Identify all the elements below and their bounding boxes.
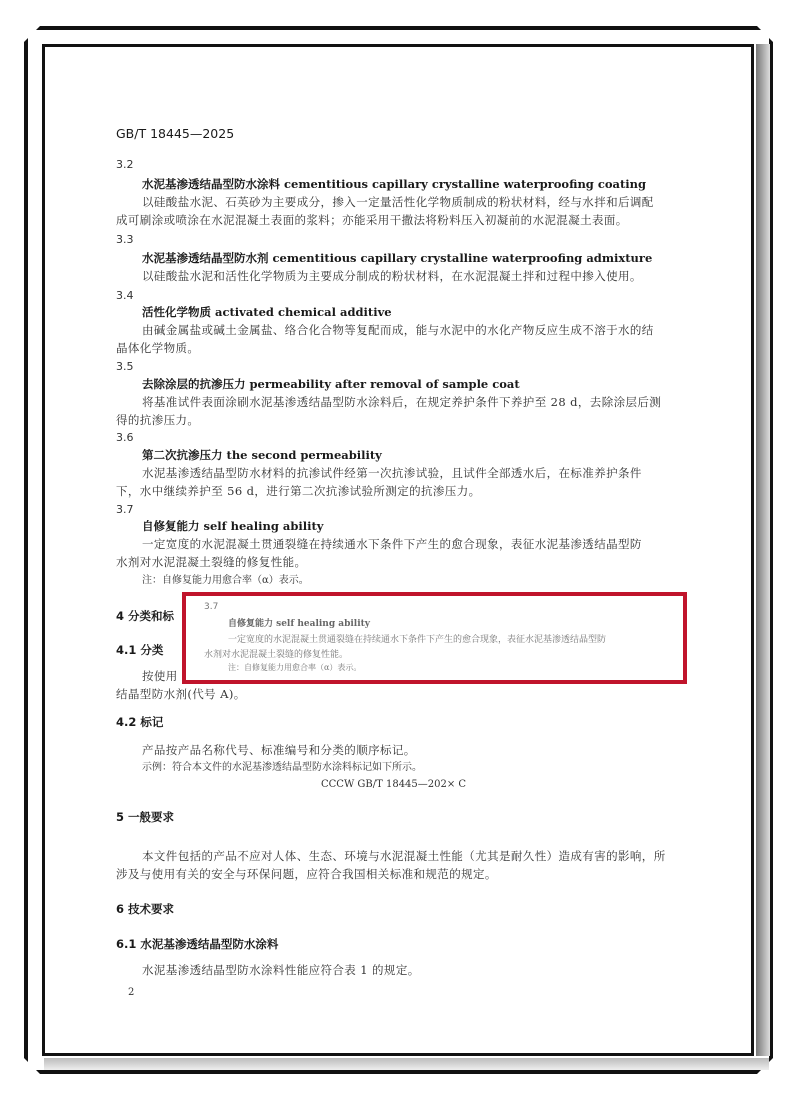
term-definition-line: 一定宽度的水泥混凝土贯通裂缝在持续通水下条件下产生的愈合现象，表征水泥基渗透结晶型防: [142, 537, 642, 551]
term-definition-line: 以硅酸盐水泥和活性化学物质为主要成分制成的粉状材料，在水泥混凝土拌和过程中掺入使用。: [142, 269, 642, 283]
popup-definition-line: 水剂对水泥混凝土裂缝的修复性能。: [204, 650, 349, 660]
paragraph-line: 水泥基渗透结晶型防水涂料性能应符合表 1 的规定。: [142, 963, 420, 977]
popup-term-number: 3.7: [204, 602, 219, 612]
term-title: 活性化学物质 activated chemical additive: [142, 305, 392, 319]
subsection-title: 6.1 水泥基渗透结晶型防水涂料: [116, 937, 279, 951]
example-note: 示例：符合本文件的水泥基渗透结晶型防水涂料标记如下所示。: [142, 762, 422, 773]
term-title: 自修复能力 self healing ability: [142, 519, 324, 533]
section-title: 4 分类和标: [116, 609, 175, 623]
paragraph-line: 本文件包括的产品不应对人体、生态、环境与水泥混凝土性能（尤其是耐久性）造成有害的影响，所: [142, 849, 666, 863]
term-definition-line: 由碱金属盐或碱土金属盐、络合化合物等复配而成，能与水泥中的水化产物反应生成不溶于水的结: [142, 323, 654, 337]
subsection-title: 4.1 分类: [116, 643, 164, 657]
term-title: 去除涂层的抗渗压力 permeability after removal of sample coat: [142, 377, 520, 391]
term-number: 3.5: [116, 360, 134, 373]
popup-term-title: 自修复能力 self healing ability: [228, 619, 371, 629]
term-number: 3.3: [116, 233, 134, 246]
marking-code: CCCW GB/T 18445—202× C: [321, 779, 467, 790]
term-number: 3.6: [116, 431, 134, 444]
paragraph-line: 按使用: [142, 669, 178, 683]
term-number: 3.7: [116, 503, 134, 516]
term-definition-line: 下，水中继续养护至 56 d，进行第二次抗渗试验所测定的抗渗压力。: [116, 484, 481, 498]
standard-header: GB/T 18445—2025: [116, 126, 235, 141]
term-definition-line: 成可刷涂或喷涂在水泥混凝土表面的浆料；亦能采用干撒法将粉料压入初凝前的水泥混凝土表面。: [116, 213, 628, 227]
term-definition-line: 以硅酸盐水泥、石英砂为主要成分，掺入一定量活性化学物质制成的粉状材料，经与水拌和后调配: [142, 195, 654, 209]
term-definition-line: 将基准试件表面涂刷水泥基渗透结晶型防水涂料后，在规定养护条件下养护至 28 d，去除涂层后测: [142, 395, 662, 409]
paragraph-line: 涉及与使用有关的安全与环保问题，应符合我国相关标准和规范的规定。: [116, 867, 497, 881]
term-number: 3.4: [116, 289, 134, 302]
page-shadow-bottom: [44, 1058, 769, 1070]
paragraph-line: 结晶型防水剂(代号 A)。: [116, 687, 246, 701]
paragraph-line: 产品按产品名称代号、标准编号和分类的顺序标记。: [142, 743, 416, 757]
popup-note: 注：自修复能力用愈合率（α）表示。: [228, 663, 362, 672]
page-shadow-right: [756, 44, 770, 1056]
term-definition-line: 水剂对水泥混凝土裂缝的修复性能。: [116, 555, 307, 569]
term-definition-line: 晶体化学物质。: [116, 341, 200, 355]
page-number: 2: [128, 987, 135, 998]
term-title: 水泥基渗透结晶型防水涂料 cementitious capillary crystalline waterproofing coating: [142, 177, 647, 191]
term-title: 水泥基渗透结晶型防水剂 cementitious capillary crystalline waterproofing admixture: [142, 251, 653, 265]
highlight-popup: [182, 592, 687, 684]
term-definition-line: 水泥基渗透结晶型防水材料的抗渗试件经第一次抗渗试验，且试件全部透水后，在标准养护条件: [142, 466, 642, 480]
term-number: 3.2: [116, 158, 134, 171]
popup-definition-line: 一定宽度的水泥混凝土贯通裂缝在持续通水下条件下产生的愈合现象，表征水泥基渗透结晶型防: [228, 635, 607, 645]
section-title: 6 技术要求: [116, 902, 175, 916]
subsection-title: 4.2 标记: [116, 715, 164, 729]
term-note: 注：自修复能力用愈合率（α）表示。: [142, 575, 309, 586]
section-title: 5 一般要求: [116, 810, 175, 824]
term-definition-line: 得的抗渗压力。: [116, 413, 200, 427]
term-title: 第二次抗渗压力 the second permeability: [142, 448, 382, 462]
